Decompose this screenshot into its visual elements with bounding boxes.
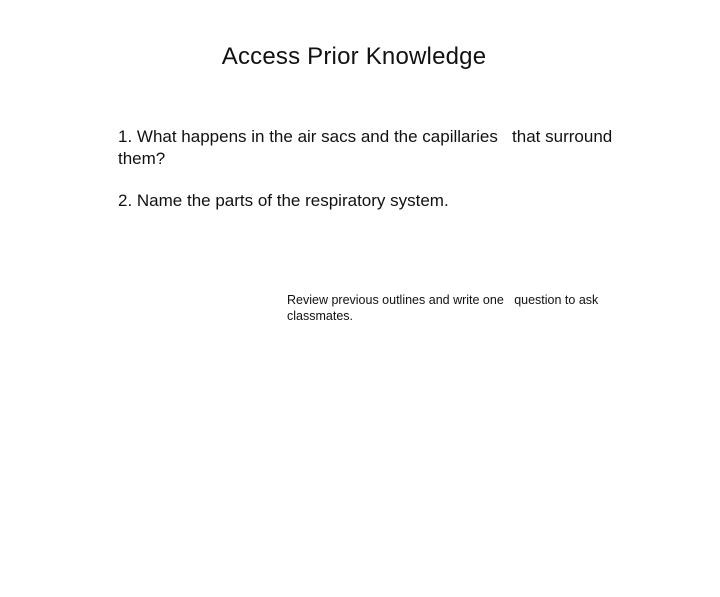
slide-title: Access Prior Knowledge <box>221 43 487 70</box>
slide-body <box>118 126 638 232</box>
question-item-2: 2. Name the parts of the respiratory system. <box>118 191 449 210</box>
slide-note: Review previous outlines and write one question to ask classmates. <box>287 293 602 323</box>
question-item-1: 1. What happens in the air sacs and the capillaries that surround them? <box>118 127 617 168</box>
